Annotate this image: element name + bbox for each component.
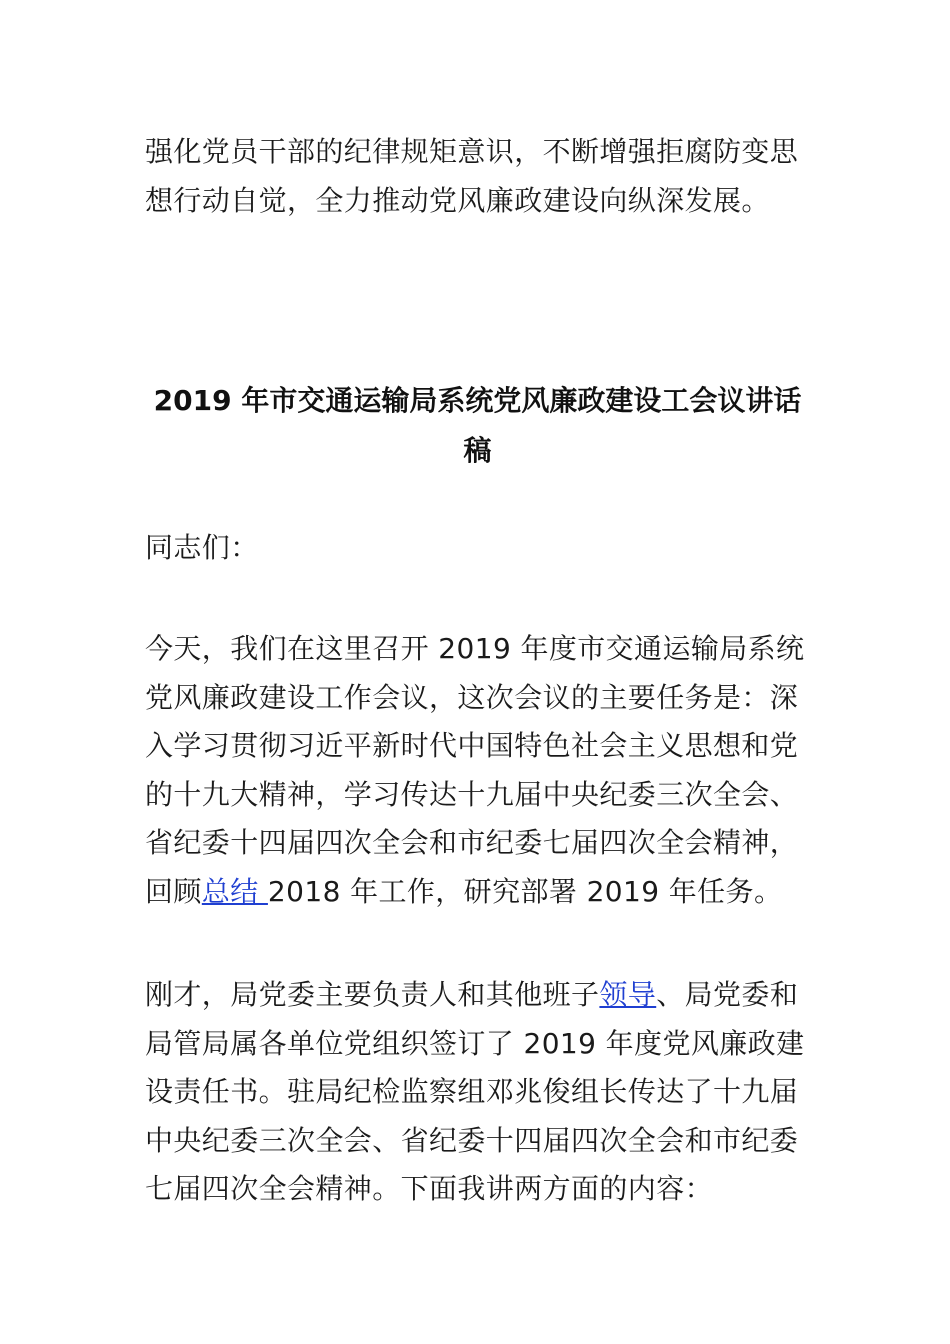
opening-line-5: 省纪委十四届四次全会和市纪委七届四次全会精神，: [145, 826, 799, 859]
second-line-3: 设责任书。驻局纪检监察组邓兆俊组长传达了十九届: [145, 1075, 799, 1108]
opening-line-4: 的十九大精神，学习传达十九届中央纪委三次全会、: [145, 777, 799, 811]
intro-line-2: 想行动自觉，全力推动党风廉政建设向纵深发展。: [145, 183, 770, 217]
opening-line-6: [145, 868, 810, 917]
second-line-2: 局管局属各单位党组织签订了 2019 年度党风廉政建: [145, 1026, 805, 1060]
intro-paragraph: [145, 128, 810, 225]
title-line-1: 2019 年市交通运输局系统党风廉政建设工会议讲话: [153, 384, 802, 417]
title-line-2: 稿: [463, 434, 492, 467]
opening-line-2: 党风廉政建设工作会议，这次会议的主要任务是：深: [145, 680, 799, 714]
second-line-1-end: 、局党委和: [656, 978, 799, 1011]
second-line-5: 七届四次全会精神。下面我讲两方面的内容：: [145, 1172, 714, 1205]
greeting-text: 同志们：: [145, 531, 259, 564]
summary-link[interactable]: 总结: [201, 874, 268, 908]
leader-link[interactable]: 领导: [599, 978, 657, 1011]
opening-line-6-end: 2018 年工作，研究部署 2019 年任务。: [267, 874, 783, 908]
greeting-paragraph: [145, 524, 810, 573]
second-line-1: [145, 971, 810, 1020]
second-line-4: 中央纪委三次全会、省纪委十四届四次全会和市纪委: [145, 1123, 799, 1157]
speech-title: [145, 376, 810, 476]
second-paragraph: [145, 971, 810, 1214]
opening-line-1: 今天，我们在这里召开 2019 年度市交通运输局系统: [145, 632, 805, 665]
intro-line-1: 强化党员干部的纪律规矩意识，不断增强拒腐防变思: [145, 135, 799, 168]
opening-paragraph: [145, 625, 810, 916]
opening-line-6-start: 回顾: [145, 874, 202, 908]
second-line-1-start: 刚才，局党委主要负责人和其他班子: [145, 978, 600, 1011]
opening-line-3: 入学习贯彻习近平新时代中国特色社会主义思想和党: [145, 729, 799, 762]
